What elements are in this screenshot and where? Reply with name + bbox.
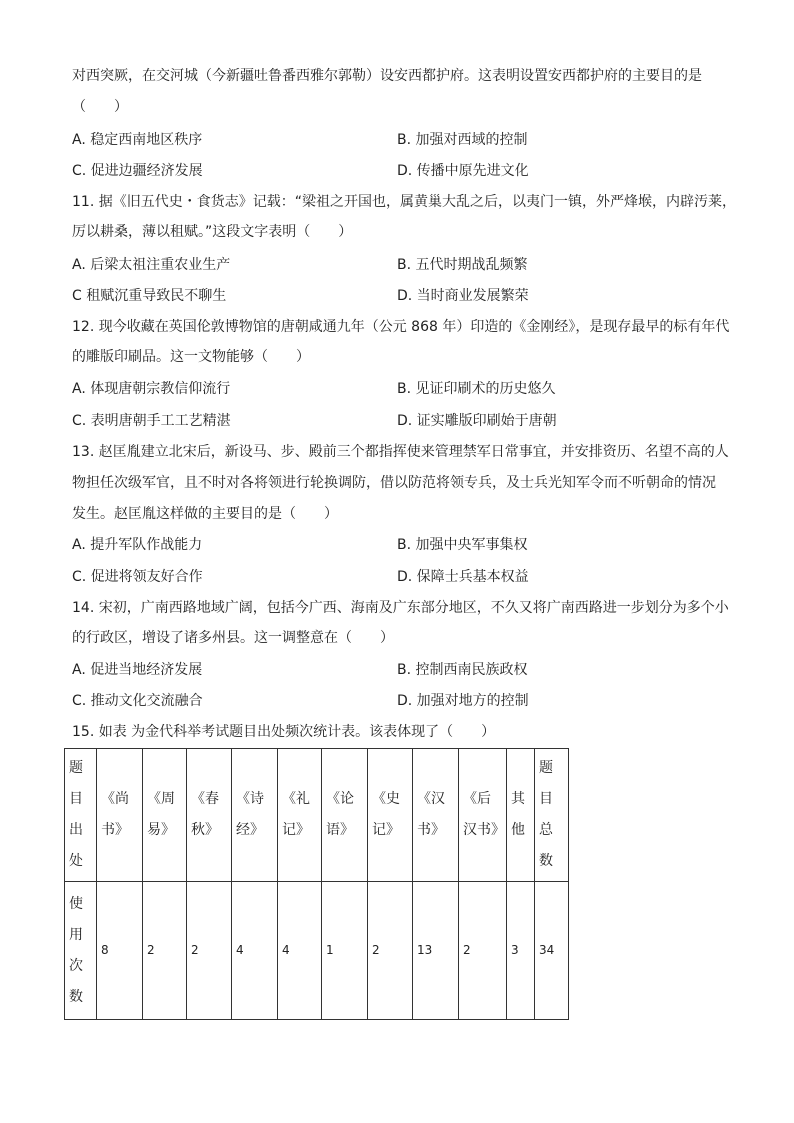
q13-option-b[interactable]: B. 加强中央军事集权 bbox=[397, 537, 528, 553]
q12-option-c[interactable]: C. 表明唐朝手工工艺精湛 bbox=[72, 413, 231, 429]
q14-option-c[interactable]: C. 推动文化交流融合 bbox=[72, 693, 203, 709]
table-cell: 34 bbox=[535, 882, 569, 1020]
table-header-cell: 题目出处 bbox=[65, 749, 97, 882]
table-cell: 13 bbox=[413, 882, 459, 1020]
q11-stem-line1: 11. 据《旧五代史・食货志》记载：“梁祖之开国也，属黄巢大乱之后，以夷门一镇，外严烽堠，内辟汚莱， bbox=[72, 194, 736, 210]
q12-stem-line1: 12. 现今收藏在英国伦敦博物馆的唐朝咸通九年（公元 868 年）印造的《金刚经》，是现存最早的标有年代 bbox=[72, 319, 730, 335]
q11-stem-line2: 厉以耕桑，薄以租赋。”这段文字表明（ ） bbox=[72, 224, 353, 240]
table-cell: 2 bbox=[368, 882, 413, 1020]
q11-option-b[interactable]: B. 五代时期战乱频繁 bbox=[397, 257, 528, 273]
q10-option-d[interactable]: D. 传播中原先进文化 bbox=[397, 163, 529, 179]
table-cell: 2 bbox=[459, 882, 507, 1020]
q13-option-c[interactable]: C. 促进将领友好合作 bbox=[72, 569, 203, 585]
q13-option-a[interactable]: A. 提升军队作战能力 bbox=[72, 537, 203, 553]
table-cell: 4 bbox=[278, 882, 322, 1020]
frequency-table bbox=[64, 748, 569, 1020]
q10-option-b[interactable]: B. 加强对西域的控制 bbox=[397, 132, 528, 148]
table-header-cell: 《诗经》 bbox=[232, 749, 278, 882]
q10-stem-line1: 对西突厥，在交河城（今新疆吐鲁番西雅尔郭勒）设安西都护府。这表明设置安西都护府的主要目的是 bbox=[72, 68, 702, 84]
table-header-cell: 《后汉书》 bbox=[459, 749, 507, 882]
table-cell: 4 bbox=[232, 882, 278, 1020]
q13-option-d[interactable]: D. 保障士兵基本权益 bbox=[397, 569, 529, 585]
q14-option-b[interactable]: B. 控制西南民族政权 bbox=[397, 662, 528, 678]
q12-option-a[interactable]: A. 体现唐朝宗教信仰流行 bbox=[72, 381, 231, 397]
table-header-cell: 《汉书》 bbox=[413, 749, 459, 882]
q13-stem-line1: 13. 赵匡胤建立北宋后，新设马、步、殿前三个都指挥使来管理禁军日常事宜，并安排资历、名望不高的人 bbox=[72, 444, 729, 460]
table-header-cell: 《周易》 bbox=[143, 749, 187, 882]
table-cell: 3 bbox=[507, 882, 535, 1020]
q10-option-c[interactable]: C. 促进边疆经济发展 bbox=[72, 163, 203, 179]
q14-option-d[interactable]: D. 加强对地方的控制 bbox=[397, 693, 529, 709]
q15-stem-line1: 15. 如表 为金代科举考试题目出处频次统计表。该表体现了（ ） bbox=[72, 724, 496, 740]
q11-option-d[interactable]: D. 当时商业发展繁荣 bbox=[397, 288, 529, 304]
table-cell: 使用次数 bbox=[65, 882, 97, 1020]
q12-stem-line2: 的雕版印刷品。这一文物能够（ ） bbox=[72, 349, 310, 365]
table-header-cell: 《论语》 bbox=[322, 749, 368, 882]
table-row bbox=[65, 882, 569, 1020]
table-cell: 2 bbox=[143, 882, 187, 1020]
q14-stem-line1: 14. 宋初，广南西路地域广阔，包括今广西、海南及广东部分地区，不久又将广南西路进一步划分为多个小 bbox=[72, 600, 729, 616]
q11-option-a[interactable]: A. 后梁太祖注重农业生产 bbox=[72, 257, 231, 273]
table-cell: 1 bbox=[322, 882, 368, 1020]
q14-option-a[interactable]: A. 促进当地经济发展 bbox=[72, 662, 203, 678]
q14-stem-line2: 的行政区，增设了诸多州县。这一调整意在（ ） bbox=[72, 630, 394, 646]
table-header-cell: 《史记》 bbox=[368, 749, 413, 882]
table-header-cell: 其他 bbox=[507, 749, 535, 882]
q12-option-d[interactable]: D. 证实雕版印刷始于唐朝 bbox=[397, 413, 557, 429]
q10-stem-line2: （ ） bbox=[72, 99, 128, 115]
q10-option-a[interactable]: A. 稳定西南地区秩序 bbox=[72, 132, 203, 148]
q13-stem-line3: 发生。赵匡胤这样做的主要目的是（ ） bbox=[72, 506, 338, 522]
table-cell: 8 bbox=[97, 882, 143, 1020]
table-header-cell: 《尚书》 bbox=[97, 749, 143, 882]
q13-stem-line2: 物担任次级军官，且不时对各将领进行轮换调防，借以防范将领专兵，及士兵光知军令而不听朝命的情况 bbox=[72, 475, 716, 491]
table-header-cell: 《春秋》 bbox=[187, 749, 232, 882]
table-header-row bbox=[65, 749, 569, 882]
table-header-cell: 题目总数 bbox=[535, 749, 569, 882]
table-header-cell: 《礼记》 bbox=[278, 749, 322, 882]
table-cell: 2 bbox=[187, 882, 232, 1020]
q12-option-b[interactable]: B. 见证印刷术的历史悠久 bbox=[397, 381, 556, 397]
q11-option-c[interactable]: C 租赋沉重导致民不聊生 bbox=[72, 288, 227, 304]
